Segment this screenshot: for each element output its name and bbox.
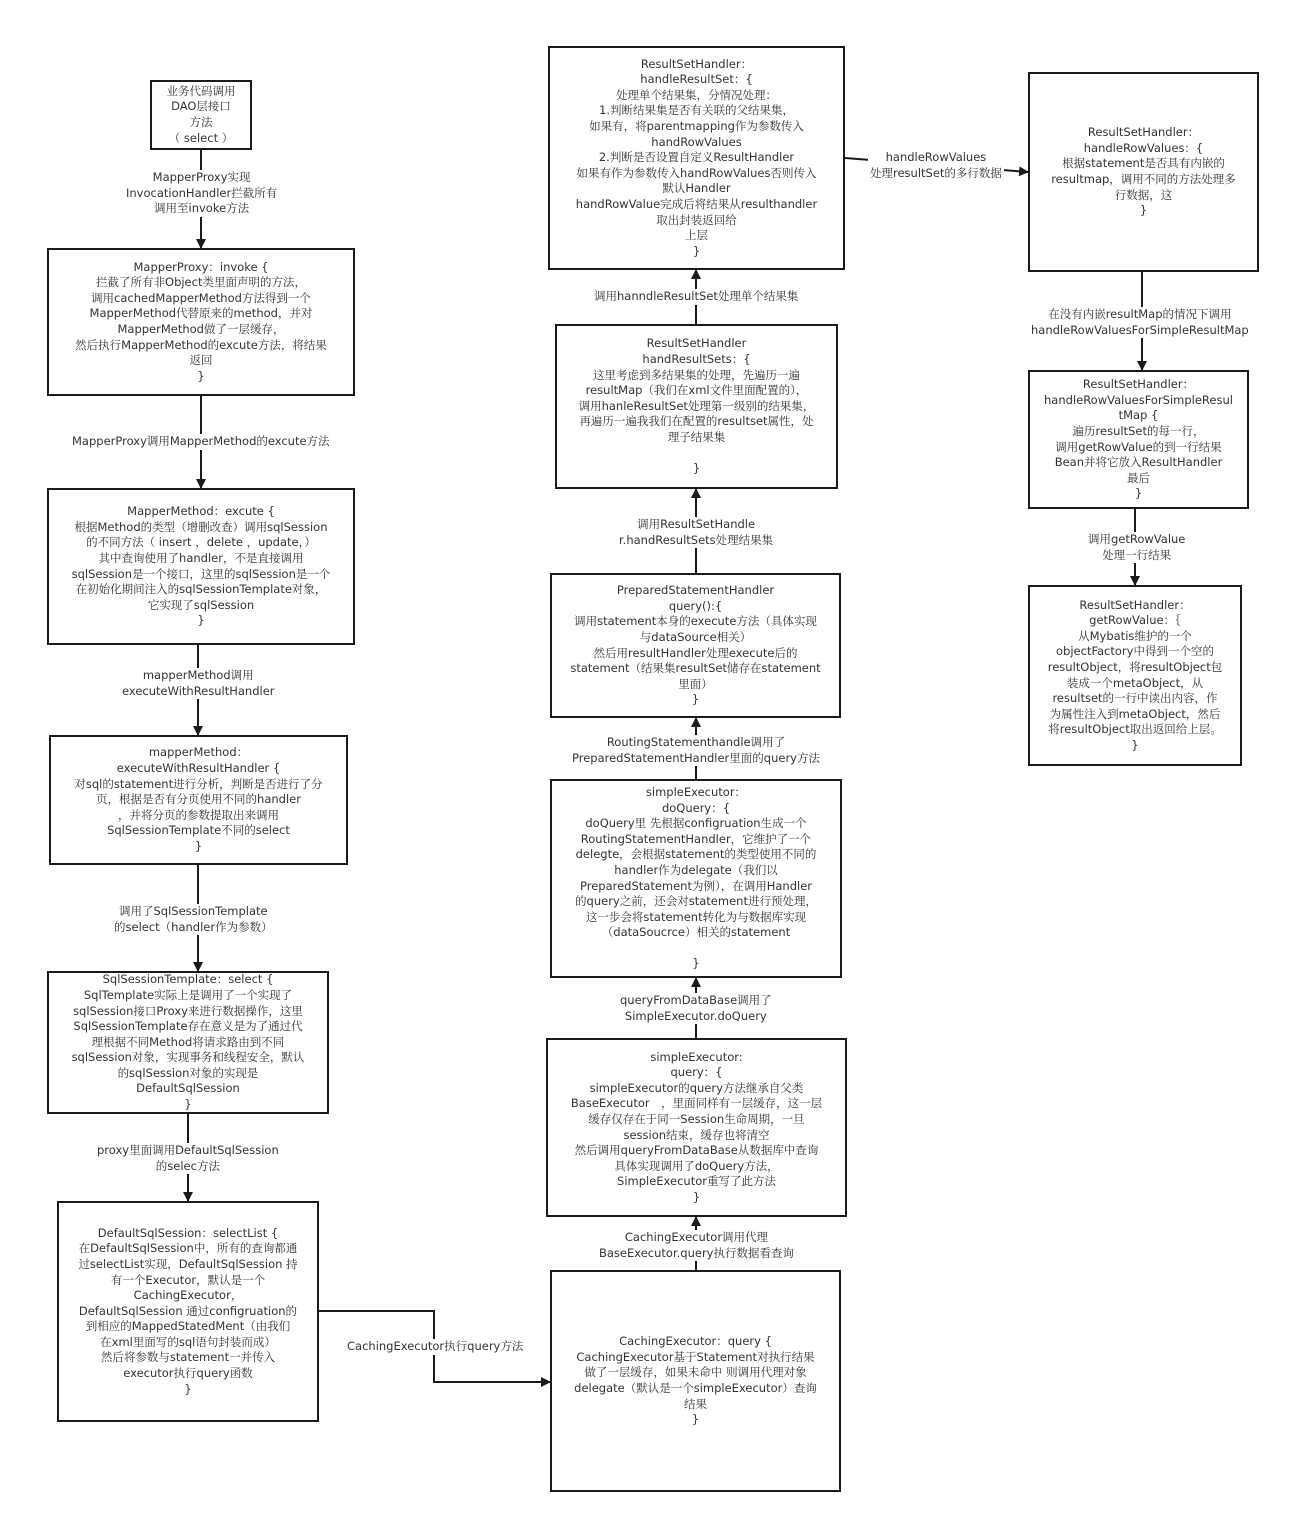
- box-text-line: 其中查询使用了handler，不是直接调用: [98, 550, 304, 565]
- edge-text-line: InvocationHandler拦截所有: [126, 185, 278, 200]
- edge-label-e9: [570, 735, 822, 766]
- process-box-n8: [546, 1038, 847, 1217]
- box-text-line: BaseExecutor ，里面同样有一层缓存，这一层: [570, 1096, 823, 1111]
- box-text-line: Bean并将它放入ResultHandler: [1054, 455, 1223, 470]
- box-text-line: }: [194, 838, 203, 853]
- box-text-line: 的不同方法（ insert ，delete ，update，）: [86, 535, 316, 550]
- edge-text-line: SimpleExecutor.doQuery: [624, 1008, 767, 1023]
- box-text-line: PreparedStatementHandler: [616, 583, 775, 598]
- box-text-line: query():{: [668, 598, 723, 613]
- box-text-line: doQuery：{: [661, 800, 731, 815]
- box-text-line: 的query之前，还会对statement进行预处理，: [575, 894, 817, 909]
- box-text-line: 处理单个结果集，分情况处理：: [616, 87, 777, 102]
- box-text-line: handler作为delegate（我们以: [614, 862, 778, 877]
- box-text-line: RoutingStatementHandler，它维护了一个: [580, 831, 812, 846]
- box-text-line: }: [1131, 737, 1139, 752]
- box-text-line: query：{: [670, 1065, 723, 1080]
- edge-text-line: proxy里面调用DefaultSqlSession: [97, 1143, 279, 1157]
- edge-label-e10: [617, 517, 775, 548]
- box-text-line: 根据statement是否具有内嵌的: [1062, 156, 1225, 171]
- box-text-line: 缓存仅存在于同一Session生命周期，一旦: [588, 1111, 805, 1126]
- box-text-line: 然后用resultHandler处理execute后的: [593, 645, 798, 660]
- box-text-line: getRowValue：｛: [1089, 613, 1181, 628]
- box-text-line: MapperMethod做了一层缓存，: [117, 322, 285, 336]
- edge-text-line: 调用ResultSetHandle: [637, 517, 756, 531]
- box-text-line: mapperMethod：: [148, 745, 249, 760]
- box-text-line: delegate（默认是一个simpleExecutor）查询: [574, 1381, 817, 1395]
- box-text-line: resultset的一行中读出内容，作: [1052, 691, 1218, 706]
- edge-text-line: RoutingStatementhandle调用了: [606, 735, 786, 749]
- edge-text-line: 在没有内嵌resultMap的情况下调用: [1048, 307, 1232, 321]
- edge-text-line: 调用getRowValue: [1088, 532, 1186, 546]
- process-box-n9: [550, 779, 842, 978]
- edge-text-line: executeWithResultHandler: [122, 683, 275, 698]
- box-text-line: statement（结果集resultSet储存在statement: [570, 661, 821, 676]
- box-text-line: DefaultSqlSession：selectList {: [97, 1225, 279, 1240]
- box-text-line: 然后调用queryFromDataBase从数据库中查询: [574, 1143, 819, 1158]
- box-text-line: 取出封装返回给: [656, 212, 737, 227]
- box-text-line: 调用getRowValue的到一行结果: [1055, 439, 1222, 454]
- box-text-line: MapperProxy：invoke {: [133, 259, 269, 274]
- box-text-line: 最后: [1127, 470, 1150, 485]
- edge-label-e4: [112, 904, 275, 935]
- box-text-line: 在DefaultSqlSession中，所有的查询都通: [78, 1241, 298, 1256]
- box-text-line: resultObject，将resultObject包: [1047, 659, 1223, 674]
- box-text-line: 与dataSource相关）: [639, 629, 752, 644]
- box-text-line: }: [197, 613, 205, 628]
- box-text-line: SqlSessionTemplate不同的select: [107, 823, 290, 838]
- process-box-n10: [550, 573, 841, 718]
- box-text-line: （dataSoucrce）相关的statement: [601, 925, 791, 940]
- box-text-line: 理根据不同Method将请求路由到不同: [91, 1034, 285, 1049]
- box-text-line: }: [1139, 203, 1148, 218]
- process-box-n3: [47, 488, 355, 645]
- box-text-line: }: [691, 1412, 700, 1427]
- box-text-line: }: [691, 692, 700, 707]
- box-text-line: CachingExecutor基于Statement对执行结果: [576, 1349, 815, 1364]
- box-text-line: handleRowValuesForSimpleResul: [1044, 392, 1233, 407]
- box-text-line: simpleExecutor的query方法继承自父类: [589, 1080, 804, 1095]
- box-text-line: 1.判断结果集是否有关联的父结果集，: [599, 103, 794, 118]
- edge-text-line: 调用hanndleResultSet处理单个结果集: [594, 289, 799, 303]
- box-text-line: MapperMethod：excute {: [127, 504, 275, 519]
- box-text-line: SqlSessionTemplate：select {: [102, 972, 274, 987]
- box-text-line: 它实现了sqlSession: [147, 597, 255, 612]
- box-text-line: handleRowValues：{: [1083, 140, 1204, 155]
- edge-label-e2: [70, 434, 332, 450]
- box-text-line: 对sql的statement进行分析，判断是否进行了分: [74, 776, 323, 791]
- edge-text-line: CachingExecutor调用代理: [624, 1230, 769, 1244]
- edge-text-line: 调用了SqlSessionTemplate: [118, 904, 268, 918]
- box-text-line: 调用hanleResultSet处理第一级别的结果集，: [578, 398, 815, 413]
- box-text-line: }: [197, 368, 205, 383]
- box-text-line: DAO层接口: [171, 99, 231, 114]
- box-text-line: executeWithResultHandler {: [116, 761, 281, 776]
- box-text-line: 再遍历一遍我我们在配置的resultset属性，处: [579, 414, 814, 429]
- box-text-line: }: [184, 1097, 192, 1112]
- process-box-n14: [1028, 370, 1249, 509]
- box-text-line: 装成一个metaObject，从: [1066, 675, 1204, 690]
- process-box-n13: [1028, 72, 1259, 272]
- box-text-line: DefaultSqlSession 通过configruation的: [78, 1303, 298, 1318]
- process-box-n12: [548, 46, 845, 270]
- box-text-line: }: [692, 243, 701, 258]
- box-text-line: SqlTemplate实际上是调用了一个实现了: [83, 987, 293, 1002]
- box-text-line: ResultSetHandler：: [1079, 597, 1191, 612]
- box-text-line: 过selectList实现，DefaultSqlSession 持: [78, 1256, 298, 1271]
- box-text-line: handRowValue完成后将结果从resulthandler: [575, 196, 818, 211]
- box-text-line: 具体实现调用了doQuery方法，: [614, 1158, 779, 1173]
- box-text-line: ResultSetHandler: [646, 336, 747, 351]
- edge-text-line: CachingExecutor执行query方法: [347, 1339, 524, 1353]
- process-box-n15: [1028, 585, 1242, 766]
- box-text-line: 如果有作为参数传入handRowValues否则传入: [576, 165, 817, 180]
- process-box-n6: [57, 1201, 319, 1422]
- box-text-line: DefaultSqlSession: [136, 1081, 240, 1096]
- box-text-line: 从Mybatis维护的一个: [1078, 628, 1192, 643]
- box-text-line: 方法: [189, 115, 213, 129]
- box-text-line: objectFactory中得到一个空的: [1056, 644, 1214, 659]
- box-text-line: 这里考虑到多结果集的处理，先遍历一遍: [593, 367, 800, 382]
- edge-label-e13: [1029, 307, 1251, 338]
- box-text-line: sqlSession对象，实现事务和线程安全，默认: [71, 1050, 305, 1065]
- box-text-line: CachingExecutor：query {: [619, 1334, 772, 1349]
- box-text-line: delegte，会根据statement的类型使用不同的: [575, 847, 817, 862]
- box-text-line: simpleExecutor：: [645, 784, 747, 799]
- edge-label-e8: [618, 993, 774, 1024]
- box-text-line: 然后将参数与statement一并传入: [100, 1350, 276, 1365]
- box-text-line: SimpleExecutor重写了此方法: [617, 1174, 776, 1189]
- box-text-line: }: [692, 461, 701, 476]
- process-box-n4: [49, 735, 348, 865]
- box-text-line: 2.判断是否设置自定义ResultHandler: [598, 150, 795, 165]
- box-text-line: [695, 445, 699, 461]
- edge-label-e12: [868, 150, 1004, 181]
- box-text-line: ResultSetHandler：: [1082, 377, 1195, 392]
- box-text-line: handRowValues: [651, 134, 742, 149]
- box-text-line: 有一个Executor，默认是一个: [110, 1272, 266, 1287]
- process-box-n11: [555, 324, 838, 489]
- box-text-line: 到相应的MappedStatedMent（由我们: [85, 1319, 291, 1334]
- box-text-line: 在初始化期间注入的sqlSessionTemplate对象，: [75, 582, 327, 597]
- box-text-line: 调用statement本身的execute方法（具体实现: [574, 614, 817, 629]
- edge-text-line: 处理resultSet的多行数据: [870, 165, 1002, 180]
- edge-text-line: MapperProxy实现: [152, 170, 251, 184]
- box-text-line: sqlSession是一个接口，这里的sqlSession是一个: [71, 566, 331, 581]
- box-text-line: handResultSets：{: [642, 351, 751, 366]
- box-text-line: 根据Method的类型（增删改查）调用sqlSession: [74, 519, 328, 534]
- box-text-line: CachingExecutor，: [133, 1288, 243, 1303]
- box-text-line: 将resultObject取出返回给上层。: [1048, 722, 1222, 737]
- box-text-line: sqlSession接口Proxy来进行数据操作，这里: [73, 1003, 303, 1018]
- box-text-line: 里面）: [678, 676, 713, 691]
- edge-text-line: r.handResultSets处理结果集: [619, 532, 774, 547]
- box-text-line: 调用cachedMapperMethod方法得到一个: [91, 290, 311, 305]
- edge-label-e5: [95, 1143, 281, 1174]
- process-box-n5: [47, 971, 329, 1114]
- box-text-line: 在xml里面写的sql语句封装而成）: [100, 1334, 276, 1349]
- edge-label-e7: [597, 1230, 796, 1261]
- box-text-line: PreparedStatement为例），在调用Handler: [579, 878, 813, 893]
- process-box-n1: [150, 80, 252, 150]
- edge-text-line: BaseExecutor.query执行数据看查询: [599, 1245, 794, 1260]
- process-box-n7: [550, 1270, 841, 1492]
- edge-label-e11: [592, 289, 800, 305]
- edge-text-line: 的selec方法: [155, 1158, 220, 1173]
- box-text-line: handleResultSet：{: [640, 72, 753, 87]
- edge-label-e14: [1086, 532, 1187, 563]
- edge-text-line: 调用至invoke方法: [154, 201, 250, 216]
- edge-text-line: MapperProxy调用MapperMethod的excute方法: [72, 434, 330, 448]
- edge-text-line: PreparedStatementHandler里面的query方法: [572, 750, 820, 765]
- box-text-line: doQuery里 先根据configruation生成一个: [585, 816, 807, 831]
- box-text-line: 的sqlSession对象的实现是: [117, 1065, 259, 1080]
- edge-text-line: mapperMethod调用: [142, 668, 254, 682]
- box-text-line: 页，根据是否有分页使用不同的handler: [96, 792, 301, 807]
- box-text-line: 上层: [685, 228, 708, 243]
- edge-text-line: 处理一行结果: [1102, 547, 1172, 562]
- edge-text-line: handleRowValues: [885, 150, 987, 164]
- box-text-line: SqlSessionTemplate存在意义是为了通过代: [73, 1019, 303, 1034]
- box-text-line: 返回: [189, 353, 213, 368]
- box-text-line: ResultSetHandler：: [1087, 125, 1200, 140]
- box-text-line: 拦截了所有非Object类里面声明的方法，: [96, 275, 306, 290]
- box-text-line: ResultSetHandler：: [640, 56, 753, 71]
- edge-label-e6: [345, 1339, 525, 1355]
- box-text-line: MapperMethod代替原来的method，并对: [89, 306, 313, 321]
- box-text-line: tMap {: [1118, 408, 1159, 423]
- box-text-line: resultMap（我们在xml文件里面配置的），: [585, 383, 808, 398]
- box-text-line: 做了一层缓存，如果未命中 则调用代理对象: [584, 1365, 807, 1380]
- box-text-line: 这一步会将statement转化为与数据库实现: [585, 909, 807, 924]
- box-text-line: simpleExecutor:: [650, 1049, 743, 1064]
- box-text-line: （ select ）: [168, 130, 234, 145]
- box-text-line: 如果有，将parentmapping作为参数传入: [589, 119, 804, 134]
- box-text-line: 理子结果集: [667, 429, 726, 444]
- box-text-line: executor执行query函数: [123, 1366, 253, 1381]
- box-text-line: 然后执行MapperMethod的excute方法，将结果: [75, 337, 327, 352]
- box-text-line: }: [184, 1381, 192, 1396]
- edge-label-e1: [124, 170, 279, 217]
- box-text-line: 遍历resultSet的每一行，: [1072, 423, 1205, 438]
- box-text-line: session结束，缓存也将清空: [623, 1127, 770, 1142]
- edge-label-e3: [120, 668, 277, 699]
- box-text-line: 默认Handler: [662, 181, 731, 196]
- box-text-line: ，并将分页的参数提取出来调用: [118, 807, 279, 822]
- box-text-line: 业务代码调用: [166, 83, 236, 98]
- box-text-line: }: [692, 1189, 701, 1204]
- edge-text-line: handleRowValuesForSimpleResultMap: [1031, 322, 1249, 337]
- box-text-line: 结果: [684, 1396, 707, 1411]
- box-text-line: 为属性注入到metaObject，然后: [1049, 706, 1221, 721]
- box-text-line: }: [1134, 486, 1143, 501]
- edge-text-line: queryFromDataBase调用了: [620, 993, 772, 1007]
- box-text-line: 行数据，这: [1114, 187, 1173, 202]
- box-text-line: }: [692, 956, 700, 971]
- edge-text-line: 的select（handler作为参数）: [114, 919, 273, 934]
- box-text-line: [694, 941, 698, 957]
- box-text-line: resultmap，调用不同的方法处理多: [1051, 172, 1236, 186]
- process-box-n2: [47, 248, 355, 396]
